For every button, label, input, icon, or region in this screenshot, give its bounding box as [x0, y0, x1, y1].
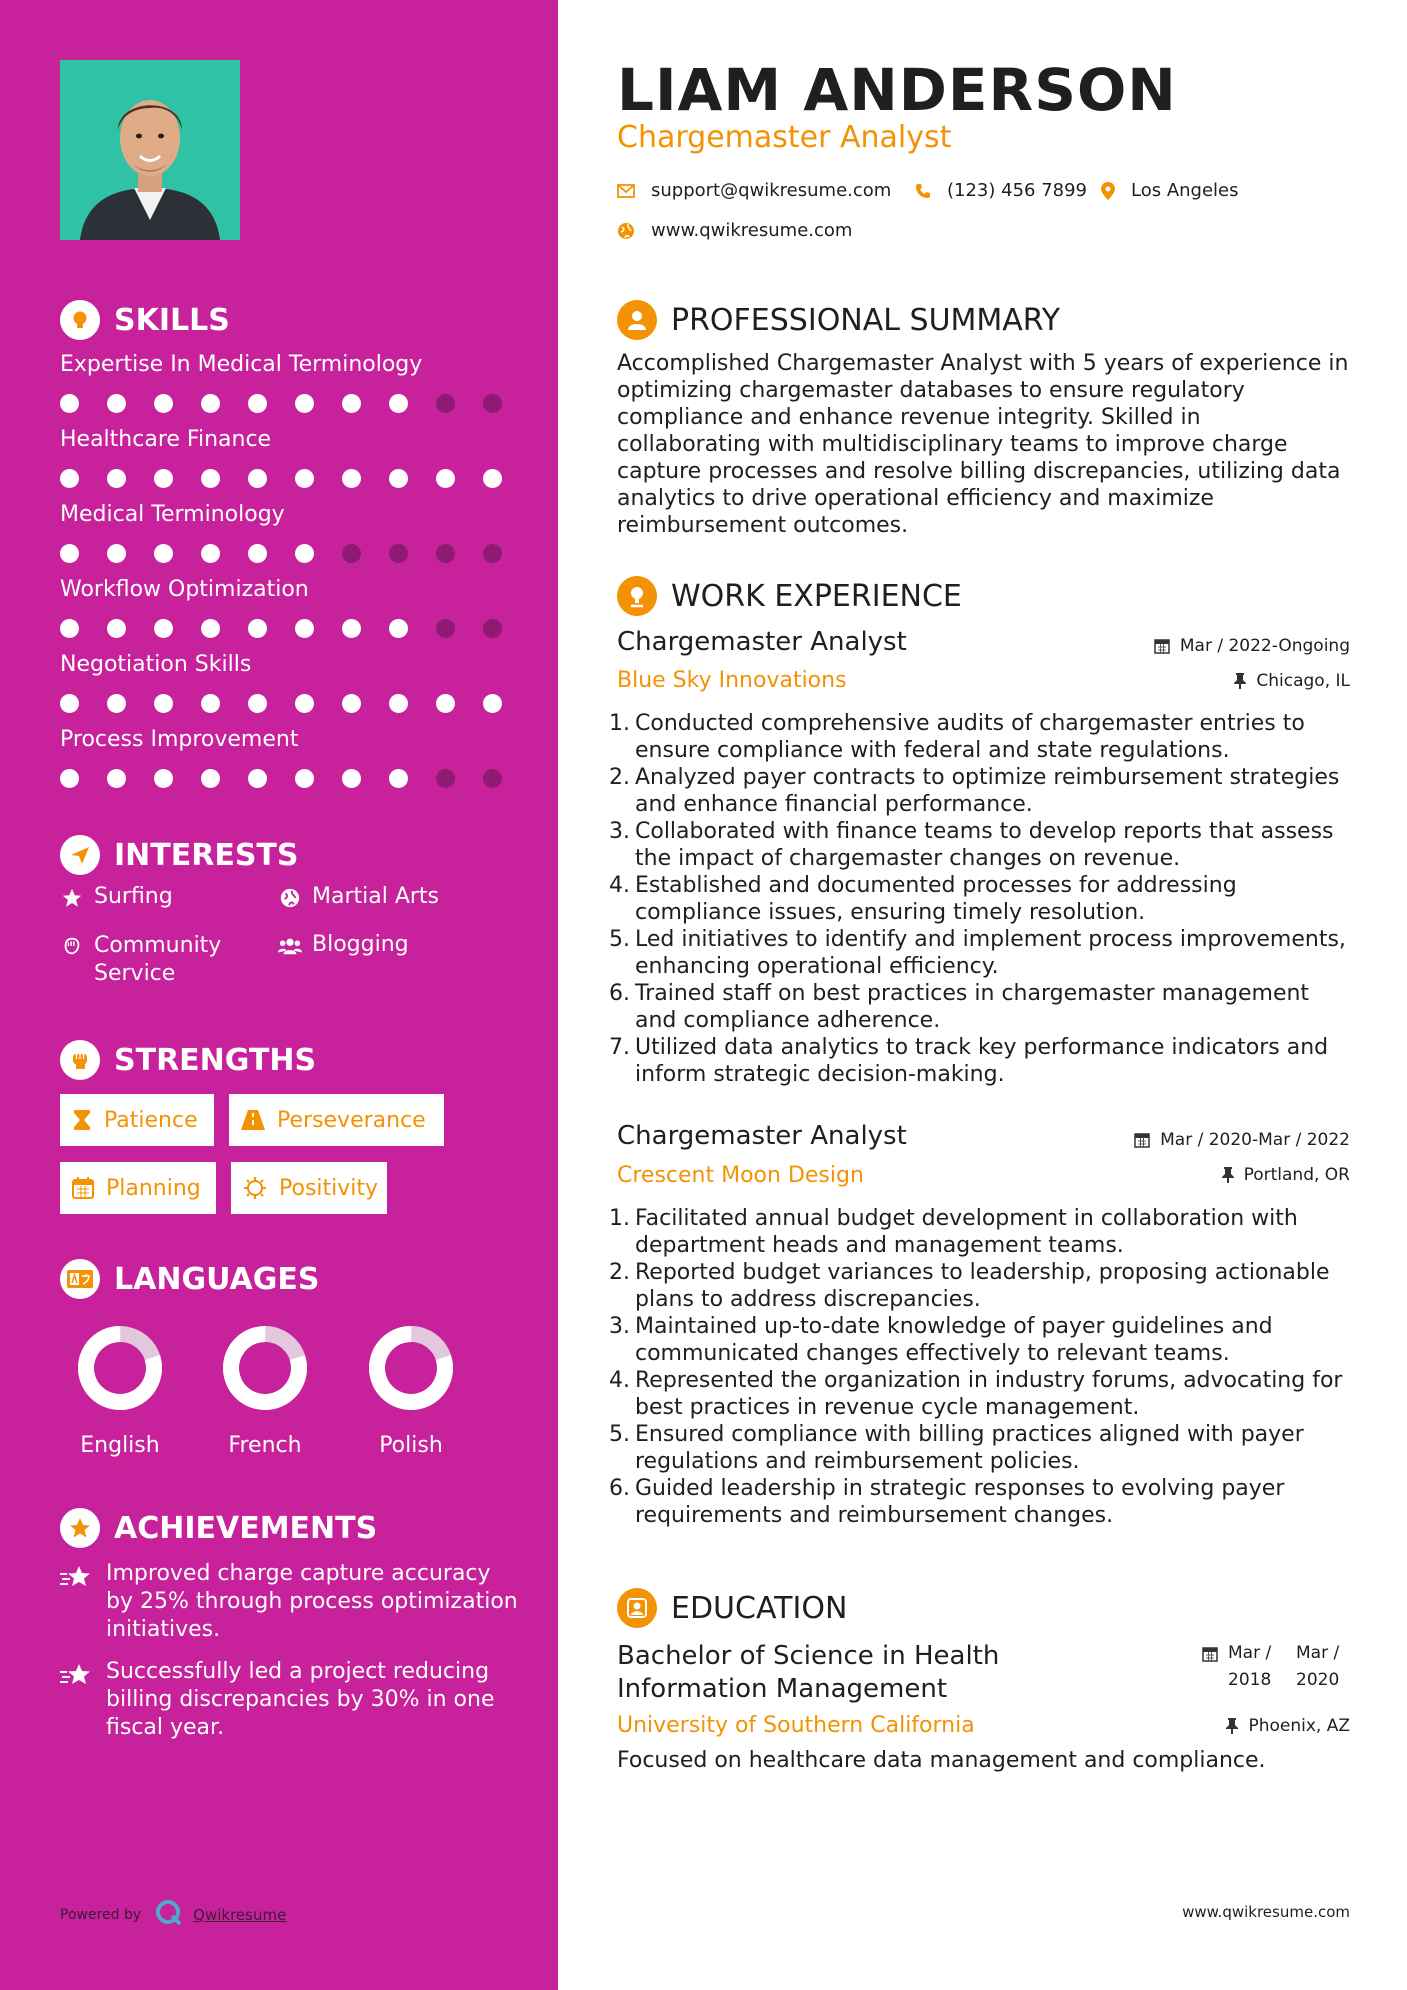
education-note: Focused on healthcare data management and compliance. [617, 1748, 1266, 1773]
job-title: Chargemaster Analyst [617, 627, 907, 657]
bullet-number: 2. [609, 1260, 630, 1285]
language-item [65, 1325, 175, 1458]
hand-icon [60, 932, 84, 957]
strength-badge: Planning [60, 1162, 216, 1214]
pushpin-icon [1226, 1718, 1238, 1734]
rating-dot-filled [389, 469, 408, 488]
envelope-icon [617, 184, 635, 198]
skill-rating [60, 469, 510, 489]
skill-rating [60, 769, 510, 789]
donut-fill [368, 1325, 454, 1411]
language-item [210, 1325, 320, 1458]
rating-dot-filled [107, 619, 126, 638]
rating-dot-filled [436, 694, 455, 713]
graduate-icon [617, 1588, 657, 1628]
skill-name: Healthcare Finance [60, 427, 272, 452]
job-location: Chicago, IL [1234, 671, 1350, 691]
sidebar [0, 0, 558, 1990]
rating-dot-filled [342, 694, 361, 713]
rating-dot-filled [248, 769, 267, 788]
bullet-number: 5. [609, 927, 630, 952]
summary-text: Accomplished Chargemaster Analyst with 5 years of experience in optimizing chargemaster databases to ensure regulatory compliance and enhance revenue integrity. Skilled in collaborating with multidisciplinary teams to improve charge capture processes and resolve billing discrepancies, utilizing data analytics to drive operational efficiency and maximize reimbursement outcomes. [617, 351, 1349, 538]
lightbulb-icon [60, 300, 100, 340]
strength-badge: Patience [60, 1094, 214, 1146]
rating-dot-filled [154, 544, 173, 563]
language-donut [368, 1325, 454, 1411]
job-bullet: 2. Reported budget variances to leadership, proposing actionable plans to address discrepancies. [609, 1260, 1330, 1312]
globe-icon [617, 222, 635, 240]
rating-dot-empty [389, 544, 408, 563]
language-name: Polish [379, 1433, 443, 1458]
skill-name: Expertise In Medical Terminology [60, 352, 423, 377]
hourglass-icon [72, 1109, 92, 1131]
education-end: Mar / 2020 [1296, 1643, 1340, 1690]
fist-icon [60, 1040, 100, 1080]
donut-fill [222, 1325, 308, 1411]
bullet-number: 5. [609, 1422, 630, 1447]
users-icon [278, 932, 302, 957]
skill-item [60, 727, 510, 752]
bullet-number: 1. [609, 711, 630, 736]
strengths-heading: STRENGTHS [60, 1040, 316, 1080]
rating-dot-empty [342, 544, 361, 563]
bullet-number: 3. [609, 1314, 630, 1339]
rating-dot-filled [60, 394, 79, 413]
shooting-star-icon [60, 1658, 94, 1742]
rating-dot-filled [342, 469, 361, 488]
website-link[interactable]: www.qwikresume.com [651, 220, 853, 241]
paper-plane-icon [60, 835, 100, 875]
job-bullet: 1. Facilitated annual budget development in collaboration with department heads and management teams. [609, 1206, 1298, 1258]
rating-dot-filled [483, 469, 502, 488]
rating-dot-filled [154, 619, 173, 638]
achievements-heading: ACHIEVEMENTS [60, 1508, 377, 1548]
school-name: University of Southern California [617, 1713, 975, 1738]
pushpin-icon [1222, 1167, 1234, 1183]
qwikresume-logo-icon [155, 1899, 183, 1931]
rating-dot-filled [389, 769, 408, 788]
job-bullet: 3. Maintained up-to-date knowledge of payer guidelines and communicated changes effectively to relevant teams. [609, 1314, 1273, 1366]
skill-rating [60, 694, 510, 714]
education-dates [1202, 1640, 1350, 1694]
job-bullet: 1. Conducted comprehensive audits of chargemaster entries to ensure compliance with federal and state regulations. [609, 711, 1305, 763]
interest-item: Community Service [60, 932, 260, 988]
shooting-star-icon [60, 1560, 94, 1644]
rating-dot-filled [60, 769, 79, 788]
achievement-item [60, 1658, 520, 1742]
job-dates: Mar / 2022-Ongoing [1154, 636, 1350, 656]
skill-name: Workflow Optimization [60, 577, 309, 602]
rating-dot-filled [60, 544, 79, 563]
bullet-number: 6. [609, 1476, 630, 1501]
rating-dot-filled [107, 694, 126, 713]
contact-location: Los Angeles [1101, 180, 1239, 201]
skill-item [60, 427, 510, 452]
email-link[interactable]: support@qwikresume.com [651, 180, 892, 201]
skill-item [60, 577, 510, 602]
translate-icon [60, 1259, 100, 1299]
education-start: Mar / 2018 [1228, 1643, 1272, 1690]
skill-item [60, 352, 510, 377]
rating-dot-filled [201, 694, 220, 713]
qwikresume-link[interactable]: Qwikresume [193, 1906, 287, 1924]
interest-item: Surfing [60, 884, 173, 909]
rating-dot-empty [436, 619, 455, 638]
language-name: English [80, 1433, 160, 1458]
presentation-icon [617, 576, 657, 616]
rating-dot-filled [389, 694, 408, 713]
globe-icon [278, 884, 302, 909]
company-name: Crescent Moon Design [617, 1163, 864, 1188]
achievement-item [60, 1560, 520, 1644]
rating-dot-empty [436, 544, 455, 563]
rating-dot-filled [483, 694, 502, 713]
skill-name: Medical Terminology [60, 502, 285, 527]
rating-dot-filled [248, 544, 267, 563]
bullet-number: 6. [609, 981, 630, 1006]
bullet-number: 3. [609, 819, 630, 844]
rating-dot-filled [248, 619, 267, 638]
rating-dot-filled [201, 469, 220, 488]
rating-dot-filled [295, 394, 314, 413]
skill-name: Negotiation Skills [60, 652, 252, 677]
job-bullets [609, 710, 1350, 1088]
job-dates: Mar / 2020-Mar / 2022 [1134, 1130, 1350, 1150]
language-donut [77, 1325, 163, 1411]
contact-email [617, 180, 891, 201]
degree-title: Bachelor of Science in Health Information Management [617, 1641, 1000, 1704]
calendar-icon [1202, 1640, 1218, 1694]
rating-dot-empty [483, 394, 502, 413]
rating-dot-filled [107, 469, 126, 488]
star-icon [60, 884, 84, 909]
interest-item: Martial Arts [278, 884, 439, 909]
interest-item: Blogging [278, 932, 409, 957]
rating-dot-filled [201, 619, 220, 638]
achievement-text: Successfully led a project reducing billing discrepancies by 30% in one fiscal year. [106, 1659, 495, 1740]
bullet-number: 2. [609, 765, 630, 790]
donut-fill [77, 1325, 163, 1411]
rating-dot-filled [107, 769, 126, 788]
contact-website [617, 220, 852, 241]
skill-name: Process Improvement [60, 727, 299, 752]
job-bullet: 7. Utilized data analytics to track key performance indicators and inform strategic decision-making. [609, 1035, 1329, 1087]
rating-dot-empty [483, 619, 502, 638]
strength-badge: Perseverance [229, 1094, 444, 1146]
skill-item [60, 652, 510, 677]
rating-dot-filled [295, 769, 314, 788]
rating-dot-empty [483, 769, 502, 788]
rating-dot-filled [436, 469, 455, 488]
rating-dot-filled [154, 469, 173, 488]
summary-heading: PROFESSIONAL SUMMARY [617, 300, 1060, 340]
rating-dot-filled [295, 469, 314, 488]
candidate-role: Chargemaster Analyst [617, 120, 952, 155]
rating-dot-filled [154, 769, 173, 788]
calendar-icon [1134, 1132, 1150, 1148]
interests-heading: INTERESTS [60, 835, 299, 875]
rating-dot-filled [295, 694, 314, 713]
rating-dot-filled [389, 394, 408, 413]
skill-rating [60, 544, 510, 564]
profile-photo [60, 60, 240, 240]
skill-item [60, 502, 510, 527]
rating-dot-filled [389, 619, 408, 638]
job-location: Portland, OR [1222, 1165, 1350, 1185]
rating-dot-filled [60, 694, 79, 713]
rating-dot-empty [436, 769, 455, 788]
sun-icon [243, 1176, 267, 1200]
powered-by: Powered by Qwikresume [60, 1899, 286, 1931]
map-pin-icon [1101, 182, 1115, 200]
rating-dot-filled [154, 694, 173, 713]
rating-dot-filled [107, 394, 126, 413]
rating-dot-filled [342, 769, 361, 788]
rating-dot-filled [342, 619, 361, 638]
job-title: Chargemaster Analyst [617, 1121, 907, 1151]
phone-icon [915, 183, 931, 199]
job-bullet: 4. Established and documented processes for addressing compliance issues, ensuring timely resolution. [609, 873, 1237, 925]
rating-dot-filled [60, 469, 79, 488]
job-bullet: 5. Ensured compliance with billing practices aligned with payer regulations and reimbursement policies. [609, 1422, 1304, 1474]
job-bullet: 2. Analyzed payer contracts to optimize reimbursement strategies and enhance financial performance. [609, 765, 1340, 817]
job-bullet: 5. Led initiatives to identify and implement process improvements, enhancing operational efficiency. [609, 927, 1346, 979]
languages-heading: LANGUAGES [60, 1259, 319, 1299]
job-bullet: 4. Represented the organization in industry forums, advocating for best practices in revenue cycle management. [609, 1368, 1343, 1420]
language-item [356, 1325, 466, 1458]
user-icon [617, 300, 657, 340]
rating-dot-empty [436, 394, 455, 413]
rating-dot-filled [201, 769, 220, 788]
rating-dot-empty [483, 544, 502, 563]
contact-phone: (123) 456 7899 [915, 180, 1087, 201]
bullet-number: 7. [609, 1035, 630, 1060]
bullet-number: 4. [609, 1368, 630, 1393]
job-bullets [609, 1205, 1350, 1529]
rating-dot-filled [295, 544, 314, 563]
achievement-text: Improved charge capture accuracy by 25% through process optimization initiatives. [106, 1561, 518, 1642]
road-icon [241, 1110, 265, 1130]
rating-dot-filled [248, 394, 267, 413]
education-location: Phoenix, AZ [1226, 1716, 1350, 1736]
rating-dot-filled [342, 394, 361, 413]
star-badge-icon [60, 1508, 100, 1548]
pushpin-icon [1234, 673, 1246, 689]
candidate-name: LIAM ANDERSON [617, 56, 1177, 124]
calendar-icon [1154, 638, 1170, 654]
rating-dot-filled [154, 394, 173, 413]
calendar-icon [72, 1177, 94, 1199]
language-name: French [228, 1433, 302, 1458]
skill-rating [60, 394, 510, 414]
rating-dot-filled [60, 619, 79, 638]
rating-dot-filled [107, 544, 126, 563]
experience-heading: WORK EXPERIENCE [617, 576, 962, 616]
company-name: Blue Sky Innovations [617, 668, 847, 693]
rating-dot-filled [295, 619, 314, 638]
language-donut [222, 1325, 308, 1411]
rating-dot-filled [201, 394, 220, 413]
education-heading: EDUCATION [617, 1588, 847, 1628]
job-bullet: 6. Guided leadership in strategic responses to evolving payer requirements and reimbursement changes. [609, 1476, 1285, 1528]
bullet-number: 4. [609, 873, 630, 898]
job-bullet: 3. Collaborated with finance teams to develop reports that assess the impact of chargemaster changes on revenue. [609, 819, 1334, 871]
rating-dot-filled [201, 544, 220, 563]
job-bullet: 6. Trained staff on best practices in chargemaster management and compliance adherence. [609, 981, 1310, 1033]
skill-rating [60, 619, 510, 639]
bullet-number: 1. [609, 1206, 630, 1231]
strength-badge: Positivity [231, 1162, 387, 1214]
rating-dot-filled [248, 469, 267, 488]
rating-dot-filled [248, 694, 267, 713]
skills-heading: SKILLS [60, 300, 230, 340]
footer-url[interactable]: www.qwikresume.com [1182, 1903, 1350, 1921]
